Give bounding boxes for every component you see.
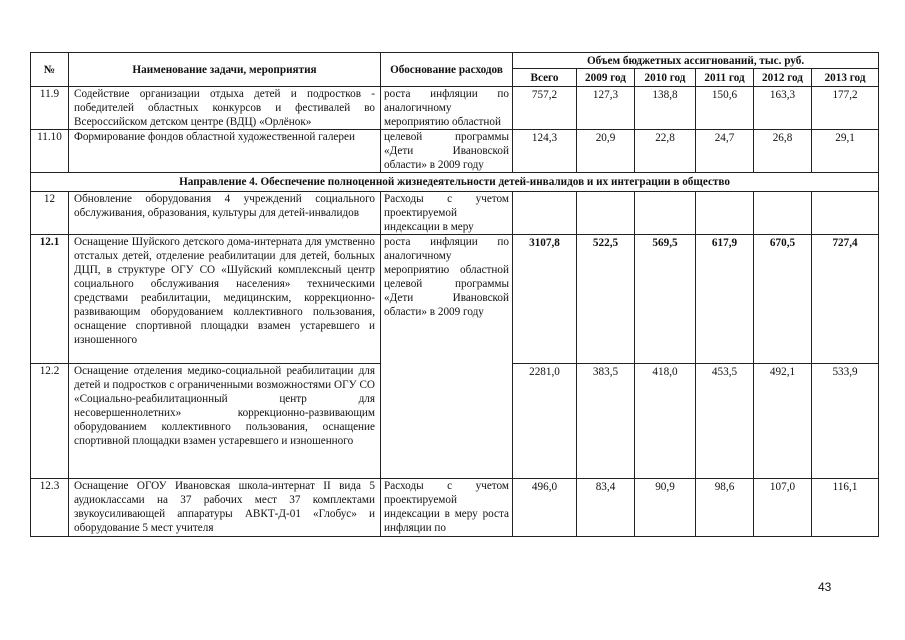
table-row [31,192,879,235]
header-number: № [31,53,69,87]
value-total: 496,0 [513,479,577,537]
budget-table [30,52,879,537]
value-2011: 617,9 [696,235,754,364]
value-2009 [577,192,635,235]
value-2013: 29,1 [812,130,879,173]
row-number: 11.10 [31,130,69,173]
table-row [31,130,879,173]
value-2009: 522,5 [577,235,635,364]
direction-row [31,173,879,192]
value-2013: 116,1 [812,479,879,537]
value-2011: 24,7 [696,130,754,173]
direction-heading: Направление 4. Обеспечение полноценной жизнедеятельности детей-инвалидов и их интеграции в общество [31,173,879,192]
row-name: Обновление оборудования 4 учреждений социального обслуживания, образования, культуры для детей-инвалидов [69,192,381,235]
row-justification: целевой программы «Дети Ивановской области» в 2009 году [381,130,513,173]
row-number: 12.3 [31,479,69,537]
row-justification: Расходы с учетом проектируемой индексации в меру [381,192,513,235]
row-justification: Расходы с учетом проектируемой индексации в меру роста инфляции по [381,479,513,537]
value-2013: 177,2 [812,87,879,130]
value-2013: 533,9 [812,364,879,479]
value-2010: 569,5 [635,235,696,364]
row-name: Оснащение ОГОУ Ивановская школа-интернат II вида 5 аудиоклассами на 37 рабочих мест 37 комплектами звукоусиливающей аппаратуры АВКТ-Д-01 «Глобус» и оборудование 5 мест учителя [69,479,381,537]
header-year-2010: 2010 год [635,69,696,87]
value-total: 124,3 [513,130,577,173]
value-2010: 138,8 [635,87,696,130]
value-2010: 90,9 [635,479,696,537]
row-number: 12 [31,192,69,235]
table-row [31,479,879,537]
row-name: Содействие организации отдыха детей и подростков - победителей областных конкурсов и фестивалей во Всероссийском детском центре (ВДЦ) «Орлёнок» [69,87,381,130]
row-number: 11.9 [31,87,69,130]
value-2011: 98,6 [696,479,754,537]
value-2012: 163,3 [754,87,812,130]
header-budget: Объем бюджетных ассигнований, тыс. руб. [513,53,879,69]
row-justification: роста инфляции по аналогичному мероприятию областной [381,87,513,130]
header-year-2009: 2009 год [577,69,635,87]
value-2013: 727,4 [812,235,879,364]
value-2010 [635,192,696,235]
header-year-2013: 2013 год [812,69,879,87]
value-2012: 107,0 [754,479,812,537]
value-total: 757,2 [513,87,577,130]
row-name: Оснащение отделения медико-социальной реабилитации для детей и подростков с ограниченными возможностями ОГУ СО «Социально-реабилитационный центр для несовершеннолетних» коррекционно-развивающим оборудованием коллективного пользования, оснащение спортивной площадки взамен устаревшего и изношенного [69,364,381,479]
value-2013 [812,192,879,235]
row-name: Формирование фондов областной художественной галереи [69,130,381,173]
value-total: 2281,0 [513,364,577,479]
value-2012: 670,5 [754,235,812,364]
table-row [31,87,879,130]
row-number: 12.1 [31,235,69,364]
value-2011: 453,5 [696,364,754,479]
page-number: 43 [818,580,832,594]
document-page [30,52,878,537]
value-2009: 83,4 [577,479,635,537]
header-year-2012: 2012 год [754,69,812,87]
value-2011: 150,6 [696,87,754,130]
value-2012 [754,192,812,235]
row-justification: роста инфляции по аналогичному мероприятию областной целевой программы «Дети Ивановской области» в 2009 году [381,235,513,479]
row-name: Оснащение Шуйского детского дома-интерната для умственно отсталых детей, отделение реабилитации для детей, больных ДЦП, в структуре ОГУ СО «Шуйский комплексный центр социального обслуживания населения» техническими средствами реабилитации, медицинским, коррекционно-развивающим оборудованием коллективного пользования, оснащение спортивной площадки взамен устаревшего и изношенного [69,235,381,364]
value-total [513,192,577,235]
value-2010: 22,8 [635,130,696,173]
header-name: Наименование задачи, мероприятия [69,53,381,87]
row-number: 12.2 [31,364,69,479]
value-total: 3107,8 [513,235,577,364]
value-2009: 127,3 [577,87,635,130]
header-year-2011: 2011 год [696,69,754,87]
value-2010: 418,0 [635,364,696,479]
value-2011 [696,192,754,235]
value-2009: 20,9 [577,130,635,173]
table-row [31,235,879,364]
value-2012: 492,1 [754,364,812,479]
header-total: Всего [513,69,577,87]
value-2009: 383,5 [577,364,635,479]
value-2012: 26,8 [754,130,812,173]
header-justification: Обоснование расходов [381,53,513,87]
